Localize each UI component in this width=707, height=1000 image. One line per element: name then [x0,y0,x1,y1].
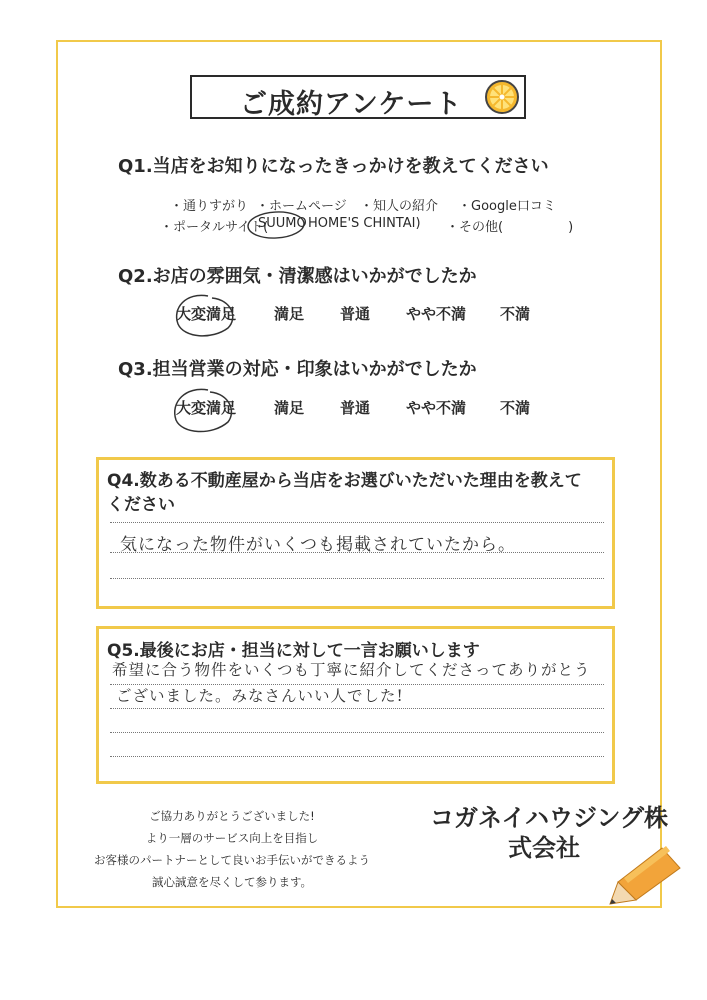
lemon-icon [484,79,520,115]
q1-portal-suumo: SUUMO [258,216,307,231]
q1-question: Q1.当店をお知りになったきっかけを教えてください [118,156,549,177]
q3-rating: 満足 [274,399,305,417]
q1-portal-rest: HOME'S CHINTAI) [308,216,421,231]
q5-answer-text-line1: 希望に合う物件をいくつも丁寧に紹介してくださってありがとう [112,661,591,679]
q3-rating: 普通 [340,399,371,417]
footer-line: より一層のサービス向上を目指し [145,831,319,845]
q4-answer-text: 気になった物件がいくつも掲載されていたから。 [120,535,516,555]
answer-line [110,708,604,709]
q1-option: ・ホームページ [256,199,347,214]
company-name: コガネイハウジング株 [430,804,668,832]
hand-drawn-circle [244,208,308,242]
q5-answer-text-line2: ございました。みなさんいい人でした! [116,687,404,705]
title-box [190,75,526,119]
q2-question: Q2.お店の雰囲気・清潔感はいかがでしたか [118,266,477,287]
q1-option: ・Google口コミ [458,199,556,214]
hand-drawn-circle [166,384,240,438]
q2-rating: やや不満 [406,305,467,323]
q4-question: Q4.数ある不動産屋から当店をお選びいただいた理由を教えて [107,471,582,491]
q1-option-other: ・その他( ) [446,220,574,235]
company-name-cont: 式会社 [508,834,580,862]
q2-rating: 大変満足 [176,305,237,323]
footer-line: ご協力ありがとうございました! [149,809,315,823]
answer-line [110,756,604,757]
q2-rating: 不満 [500,305,531,323]
page-title: ご成約アンケート [240,89,463,120]
footer-line: お客様のパートナーとして良いお手伝いができるよう [94,853,370,867]
q3-question: Q3.担当営業の対応・印象はいかがでしたか [118,359,477,380]
q1-option: ・知人の紹介 [360,199,439,214]
q2-rating: 普通 [340,305,371,323]
q1-option: ・通りすがり [170,199,249,214]
q1-portal-label: ・ポータルサイト( [160,220,269,235]
hand-drawn-circle [168,290,242,342]
answer-line [110,522,604,523]
pencil-icon [604,842,686,906]
answer-line [110,578,604,579]
q3-rating: やや不満 [406,399,467,417]
q3-rating: 大変満足 [176,399,237,417]
answer-line [110,732,604,733]
q5-question: Q5.最後にお店・担当に対して一言お願いします [107,641,480,661]
q3-rating: 不満 [500,399,531,417]
q4-question-cont: ください [107,495,175,515]
footer-line: 誠心誠意を尽くして参ります。 [151,875,313,889]
q2-rating: 満足 [274,305,305,323]
